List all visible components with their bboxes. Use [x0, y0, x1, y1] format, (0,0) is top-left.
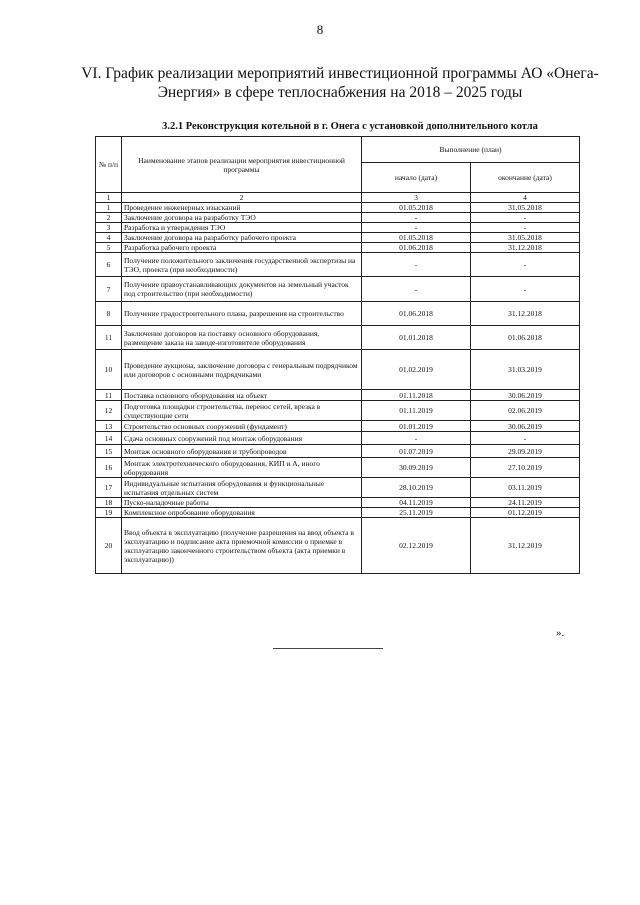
- stage-name: Сдача основных сооружений под монтаж оборудования: [122, 432, 362, 445]
- stage-name: Разработка рабочего проекта: [122, 243, 362, 253]
- page-title: VI. График реализации мероприятий инвестиционной программы АО «Онега-Энергия» в сфере теплоснабжения на 2018 – 2025 годы: [81, 65, 599, 101]
- end-date: 01.12.2019: [471, 508, 580, 518]
- end-date: 30.06.2019: [471, 421, 580, 432]
- row-number: 10: [96, 350, 122, 390]
- table-row: [96, 277, 580, 302]
- start-date: 28.10.2019: [362, 478, 471, 498]
- table-row: [96, 421, 580, 432]
- row-number: 11: [96, 390, 122, 401]
- bottom-rule: [273, 648, 383, 649]
- end-date: 02.06.2019: [471, 401, 580, 421]
- start-date: -: [362, 213, 471, 223]
- stage-name: Заключение договоров на поставку основного оборудования, размещение заказа на заводе-изготовителе оборудования: [122, 326, 362, 350]
- end-date: 01.06.2018: [471, 326, 580, 350]
- start-date: -: [362, 432, 471, 445]
- row-number: 17: [96, 478, 122, 498]
- index-cell: 2: [122, 193, 362, 203]
- start-date: 02.12.2019: [362, 518, 471, 574]
- stage-name: Монтаж электротехнического оборудования, КИП и А, иного оборудования: [122, 458, 362, 478]
- row-number: 12: [96, 401, 122, 421]
- table-row: [96, 243, 580, 253]
- row-number: 5: [96, 243, 122, 253]
- stage-name: Ввод объекта в эксплуатацию (получение разрешения на ввод объекта в эксплуатацию и подписание акта приемочной комиссии о приемке в эксплуатацию законченного строительством объекта (акта приемки в эксплуатацию)): [122, 518, 362, 574]
- page-number: 8: [316, 22, 324, 37]
- schedule-body: [96, 203, 580, 574]
- table-row: [96, 478, 580, 498]
- start-date: 01.05.2018: [362, 203, 471, 213]
- header-num: № п/п: [96, 137, 122, 193]
- end-date: 31.12.2018: [471, 243, 580, 253]
- table-row: [96, 498, 580, 508]
- stage-name: Получение положительного заключения государственной экспертизы на ТЭО, проекта (при необходимости): [122, 253, 362, 277]
- header-start-date: начало (дата): [362, 163, 471, 193]
- index-cell: 4: [471, 193, 580, 203]
- stage-name: Поставка основного оборудования на объект: [122, 390, 362, 401]
- start-date: 01.01.2018: [362, 326, 471, 350]
- stage-name: Заключение договора на разработку ТЭО: [122, 213, 362, 223]
- table-row: [96, 253, 580, 277]
- stage-name: Монтаж основного оборудования и трубопроводов: [122, 445, 362, 458]
- end-date: 31.05.2018: [471, 233, 580, 243]
- end-date: 27.10.2019: [471, 458, 580, 478]
- end-date: 29.09.2019: [471, 445, 580, 458]
- row-number: 7: [96, 277, 122, 302]
- row-number: 4: [96, 233, 122, 243]
- stage-name: Получение правоустанавливающих документов на земельный участок под строительство (при необходимости): [122, 277, 362, 302]
- row-number: 15: [96, 445, 122, 458]
- end-date: 30.06.2019: [471, 390, 580, 401]
- row-number: 8: [96, 302, 122, 326]
- row-number: 1: [96, 203, 122, 213]
- start-date: 01.07.2019: [362, 445, 471, 458]
- table-row: [96, 350, 580, 390]
- row-number: 6: [96, 253, 122, 277]
- end-date: 03.11.2019: [471, 478, 580, 498]
- table-row: [96, 432, 580, 445]
- stage-name: Проведение инженерных изысканий: [122, 203, 362, 213]
- stage-name: Строительство основных сооружений (фундамент): [122, 421, 362, 432]
- end-date: 31.12.2019: [471, 518, 580, 574]
- start-date: 30.09.2019: [362, 458, 471, 478]
- start-date: 04.11.2019: [362, 498, 471, 508]
- table-row: [96, 223, 580, 233]
- table-row: [96, 390, 580, 401]
- table-row: [96, 203, 580, 213]
- stage-name: Индивидуальные испытания оборудования и функциональные испытания отдельных систем: [122, 478, 362, 498]
- row-number: 20: [96, 518, 122, 574]
- table-row: [96, 508, 580, 518]
- stage-name: Получение градостроительного плана, разрешения на строительство: [122, 302, 362, 326]
- table-row: [96, 458, 580, 478]
- table-row: [96, 326, 580, 350]
- row-number: 13: [96, 421, 122, 432]
- index-cell: 1: [96, 193, 122, 203]
- end-date: 31.12.2018: [471, 302, 580, 326]
- header-execution-plan: Выполнение (план): [362, 137, 580, 163]
- section-subtitle: 3.2.1 Реконструкция котельной в г. Онега с установкой дополнительного котла: [162, 121, 538, 132]
- row-number: 16: [96, 458, 122, 478]
- start-date: -: [362, 253, 471, 277]
- index-cell: 3: [362, 193, 471, 203]
- row-number: 19: [96, 508, 122, 518]
- row-number: 14: [96, 432, 122, 445]
- end-date: 31.05.2018: [471, 203, 580, 213]
- stage-name: Пуско-наладочные работы: [122, 498, 362, 508]
- header-stage-name: Наименование этапов реализации мероприятия инвестиционной программы: [122, 137, 362, 193]
- start-date: 01.05.2018: [362, 233, 471, 243]
- start-date: 01.01.2019: [362, 421, 471, 432]
- stage-name: Проведение аукциона, заключение договора с генеральным подрядчиком или договоров с основными подрядчиками: [122, 350, 362, 390]
- end-date: -: [471, 213, 580, 223]
- table-row: [96, 233, 580, 243]
- end-date: -: [471, 223, 580, 233]
- start-date: 01.02.2019: [362, 350, 471, 390]
- table-row: [96, 401, 580, 421]
- start-date: -: [362, 277, 471, 302]
- row-number: 11: [96, 326, 122, 350]
- row-number: 2: [96, 213, 122, 223]
- stage-name: Подготовка площадки строительства, перенос сетей, врезка в существующие сети: [122, 401, 362, 421]
- table-row: [96, 213, 580, 223]
- end-date: 24.11.2019: [471, 498, 580, 508]
- end-date: -: [471, 432, 580, 445]
- stage-name: Заключение договора на разработку рабочего проекта: [122, 233, 362, 243]
- end-date: -: [471, 253, 580, 277]
- row-number: 3: [96, 223, 122, 233]
- row-number: 18: [96, 498, 122, 508]
- stage-name: Комплексное опробование оборудования: [122, 508, 362, 518]
- stage-name: Разработка и утверждения ТЭО: [122, 223, 362, 233]
- end-date: -: [471, 277, 580, 302]
- schedule-table: [95, 136, 580, 574]
- start-date: 01.11.2019: [362, 401, 471, 421]
- closing-quote: ».: [556, 627, 565, 639]
- start-date: 01.06.2018: [362, 243, 471, 253]
- start-date: -: [362, 223, 471, 233]
- start-date: 25.11.2019: [362, 508, 471, 518]
- start-date: 01.06.2018: [362, 302, 471, 326]
- table-row: [96, 445, 580, 458]
- table-row: [96, 518, 580, 574]
- end-date: 31.03.2019: [471, 350, 580, 390]
- header-end-date: окончание (дата): [471, 163, 580, 193]
- table-row: [96, 302, 580, 326]
- start-date: 01.11.2018: [362, 390, 471, 401]
